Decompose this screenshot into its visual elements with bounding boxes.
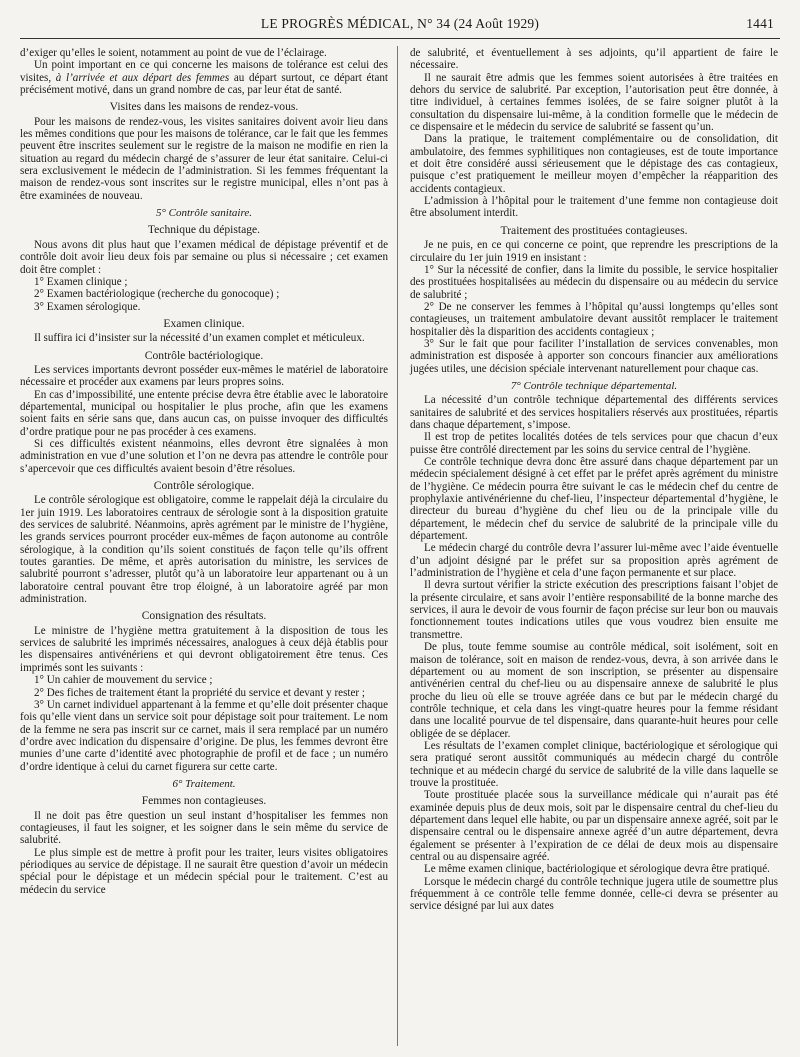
paragraph: d’exiger qu’elles le soient, notamment au point de vue de l’éclairage. [20, 47, 327, 59]
paragraph: Il devra surtout vérifier la stricte exécution des prescriptions faisant l’objet de la présente circulaire, et sans avoir l’entière responsabilité de la bonne marche des services, il aura le devoir de vous fournir de façon précise sur leur bon ou mauvais fonctionnement toutes indications utiles que vous voudrez bien ensuite me transmettre. [410, 579, 778, 641]
paragraph: Le même examen clinique, bactériologique et sérologique devra être pratiqué. [424, 863, 770, 876]
list-item: 2° De ne conserver les femmes à l’hôpital qu’aussi longtemps qu’elles sont contagieuses, un traitement ambulatoire devant aussitôt remplacer le traitement hospitalier dès la disparition des accidents contagieux ; [410, 300, 778, 338]
paragraph: L’admission à l’hôpital pour le traitement d’une femme non contagieuse doit être absolument interdit. [410, 195, 778, 220]
section-heading: Traitement des prostituées contagieuses. [500, 223, 688, 237]
section-heading: Technique du dépistage. [147, 223, 261, 237]
paragraph: Si ces difficultés existent néanmoins, elles devront être signalées à mon administration en vue d’une solution et l’on ne devra pas attendre le contrôle pour s’apercevoir que ces difficultés avaient besoin d’être résolues. [20, 437, 388, 475]
left-column [20, 47, 388, 896]
section-heading: Contrôle bactériologique. [144, 348, 264, 362]
paragraph: Le médecin chargé du contrôle devra l’assurer lui-même avec l’aide éventuelle d’un adjoint désigné par le préfet sur sa proposition après agrément de l’administration de l’hygiène et cela d’une façon permanente et sur place. [410, 542, 778, 580]
italic-text: à l’arrivée et aux départ des femmes [55, 71, 230, 84]
section-heading: Femmes non contagieuses. [141, 794, 267, 808]
paragraph: Dans la pratique, le traitement complémentaire ou de consolidation, dit ambulatoire, des femmes syphilitiques non contagieuses, est de toute importance et doit être considéré aussi sérieusement que le dépistage des cas contagieux, puisque c’est pratiquement le meilleur moyen d’empêcher la réapparition des accidents contagieux. [410, 133, 778, 195]
journal-title: LE PROGRÈS MÉDICAL, N° 34 (24 Août 1929) [260, 16, 540, 31]
section-heading: Visites dans les maisons de rendez-vous. [109, 100, 299, 114]
section-heading: Consignation des résultats. [141, 609, 267, 623]
paragraph: De plus, toute femme soumise au contrôle médical, soit isolément, soit en maison de tolérance, soit en maison de rendez-vous, devra, à son arrivée dans le département ou au moment de son inscription, se présenter au dispensaire antivénérien central du chef-lieu ou au dispensaire annexe de salubrité le plus proche du lieu où elle se trouve agréée dans ce but par le médecin chargé du contrôle technique, et cela dans les vingt-quatre heures pour la femme résidant dans une localité pourvue de tel dispensaire, dans quarante-huit heures pour celle obligée de se déplacer. [410, 641, 778, 740]
section-heading: 6° Traitement. [172, 777, 236, 790]
section-heading: Contrôle sérologique. [153, 479, 255, 492]
paragraph: Les services importants devront posséder eux-mêmes le matériel de laboratoire nécessaire et procéder aux examens par leurs propres soins. [20, 363, 388, 389]
paragraph: Le plus simple est de mettre à profit pour les traiter, leurs visites obligatoires périodiques au service de dépistage. Il ne saurait être question d’avoir un médecin spécial pour le dépistage et un médecin spécial pour le traitement. C’est au médecin du service [20, 846, 388, 896]
paragraph: La nécessité d’un contrôle technique départemental des différents services sanitaires de salubrité et des services hospitaliers réservés aux prostituées, répartis dans chaque département, s’impose. [410, 394, 778, 431]
running-head [20, 16, 780, 38]
paragraph: Je ne puis, en ce qui concerne ce point, que reprendre les prescriptions de la circulaire du 1er juin 1919 en insistant : [410, 239, 778, 264]
list-item: 2° Des fiches de traitement étant la propriété du service et devant y rester ; [34, 686, 365, 699]
page-number: 1441 [746, 16, 774, 31]
list-item: 3° Examen sérologique. [34, 300, 141, 313]
paragraph [20, 59, 388, 96]
section-heading: 5° Contrôle sanitaire. [156, 207, 252, 220]
list-item: 3° Sur le fait que pour faciliter l’installation de services convenables, mon administration est disposée à apporter son concours financier aux améliorations jugées utiles, une décision spéciale intervenant naturellement pour chaque cas. [410, 337, 778, 375]
section-heading: Examen clinique. [163, 316, 245, 330]
text-run: Un point important en ce qui concerne les maisons de tolérance est celui des visites, [20, 59, 388, 84]
paragraph: Ce contrôle technique devra donc être assuré dans chaque département par un médecin spécialement désigné à cet effet par le préfet après agrément du ministre de l’hygiène. Ce médecin pourra être suivant le cas le médecin chef du centre de prophylaxie antivénérienne du chef-lieu, l’inspecteur départemental d’hygiène, le directeur du bureau d’hygiène du chef lieu ou de la principale ville du département, le médecin chef du service de salubrité de la principale ville du département. [410, 456, 778, 543]
paragraph: Le ministre de l’hygiène mettra gratuitement à la disposition de tous les services de salubrité les imprimés nécessaires, analogues à ceux déjà établis pour les dispensaires antivénériens et qui devront obligatoirement être tenus. Ces imprimés sont les suivants : [20, 624, 388, 674]
paragraph: Il suffira ici d’insister sur la nécessité d’un examen complet et méticuleux. [34, 332, 365, 345]
paragraph: Toute prostituée placée sous la surveillance médicale qui n’aurait pas été examinée depuis plus de deux mois, soit par le dispensaire central du chef-lieu du département dans lequel elle habite, ou par un dispensaire annexe agréé, soit par le dispensaire central ou le dispensaire annexe agréé d’un autre département, devra également se présenter à l’expiration de ce délai de deux mois au dispensaire central ou au dispensaire agréé. [410, 789, 778, 863]
list-item: 1° Un cahier de mouvement du service ; [34, 674, 213, 687]
list-item: 2° Examen bactériologique (recherche du gonocoque) ; [34, 288, 280, 301]
paragraph: de salubrité, et éventuellement à ses adjoints, qu’il appartient de faire le nécessaire. [410, 47, 778, 72]
paragraph: Lorsque le médecin chargé du contrôle technique jugera utile de soumettre plus fréquemment à ce contrôle telle femme donnée, celle-ci devra se présenter au service désigné par lui aux dates [410, 875, 778, 913]
right-column [410, 47, 778, 913]
paragraph: En cas d’impossibilité, une entente précise devra être établie avec le laboratoire départemental, municipal ou hospitalier le plus proche, afin que les examens soient faits en série sans que, dans aucun cas, on puisse invoquer des difficultés d’ordre pratique pour ne pas procéder à ces examens. [20, 388, 388, 438]
list-item: 1° Examen clinique ; [34, 275, 128, 288]
list-item: 1° Sur la nécessité de confier, dans la limite du possible, le service hospitalier des prostituées hospitalisées au médecin du dispensaire ou au médecin du service de salubrité ; [410, 263, 778, 301]
paragraph: Les résultats de l’examen complet clinique, bactériologique et sérologique qui sera pratiqué seront aussitôt communiqués au médecin chargé du contrôle technique et au médecin chargé du service de salubrité de la ville dans laquelle se trouve la prostituée. [410, 739, 778, 789]
paragraph: Le contrôle sérologique est obligatoire, comme le rappelait déjà la circulaire du 1er juin 1919. Les laboratoires centraux de sérologie sont à la disposition gratuite des services de salubrité. Néanmoins, après agrément par le ministre de l’hygiène, les grands services pourront procéder eux-mêmes de façon autonome au contrôle sérologique, à la condition qu’ils soient constitués de façon telle qu’ils offrent toutes garanties. De même, et après autorisation du ministre, les services de salubrité pourront s’adresser, plutôt qu’à un laboratoire leur appartenant ou à un laboratoire central pouvant être trop éloigné, à un laboratoire agréé par mon administration. [20, 494, 388, 606]
paragraph: Il est trop de petites localités dotées de tels services pour que chacun d’eux puisse être contrôlé directement par les soins du service central de l’hygiène. [410, 431, 778, 456]
text-run: au départ surtout, ce départ étant précisément motivé, dans un grand nombre de cas, par leur état de santé. [20, 71, 389, 97]
paragraph: Nous avons dit plus haut que l’examen médical de dépistage préventif et de contrôle doit avoir lieu deux fois par semaine ou plus si nécessaire ; cet examen doit être complet : [20, 238, 388, 276]
paragraph: Pour les maisons de rendez-vous, les visites sanitaires doivent avoir lieu dans les mêmes conditions que pour les maisons de tolérance, car le fait que les femmes peuvent être inscrites seulement sur le registre de la maison ne modifie en rien la situation au regard du médecin chargé de s’assurer de leur état sanitaire. Celui-ci sera exclusivement le médecin de l’administration. Si les femmes fréquentant la maison de rendez-vous sont inscrites sur le registre municipal, elles n’ont pas à être examinées de nouveau. [20, 115, 388, 202]
paragraph: Il ne doit pas être question un seul instant d’hospitaliser les femmes non contagieuses, il faut les soigner, et les soigner dans le sein même du service de salubrité. [20, 809, 388, 847]
column-divider [397, 46, 398, 1046]
header-rule [20, 38, 780, 39]
section-heading: 7° Contrôle technique départemental. [510, 379, 678, 392]
list-item: 3° Un carnet individuel appartenant à la femme et qu’elle doit présenter chaque fois qu’elle vient dans un service soit pour dépistage soit pour traitement. Le nom de la femme ne sera pas inscrit sur ce carnet, mais il sera remplacé par un numéro d’ordre avec indication du dispensaire d’origine. De plus, les femmes devront être munies d’une carte d’identité avec photographie de profil et de face ; un numéro d’ordre identique à celui du carnet figurera sur cette carte. [20, 698, 388, 773]
paragraph: Il ne saurait être admis que les femmes soient autorisées à être traitées en dehors du service de salubrité. Par exception, l’autorisation peut être donnée, à titre individuel, à certaines femmes isolées, de se faire soigner plutôt à la consultation du dispensaire lui-même, à la condition formelle que le médecin de ce dispensaire et le médecin du service de salubrité se fassent qu’un. [410, 71, 778, 134]
